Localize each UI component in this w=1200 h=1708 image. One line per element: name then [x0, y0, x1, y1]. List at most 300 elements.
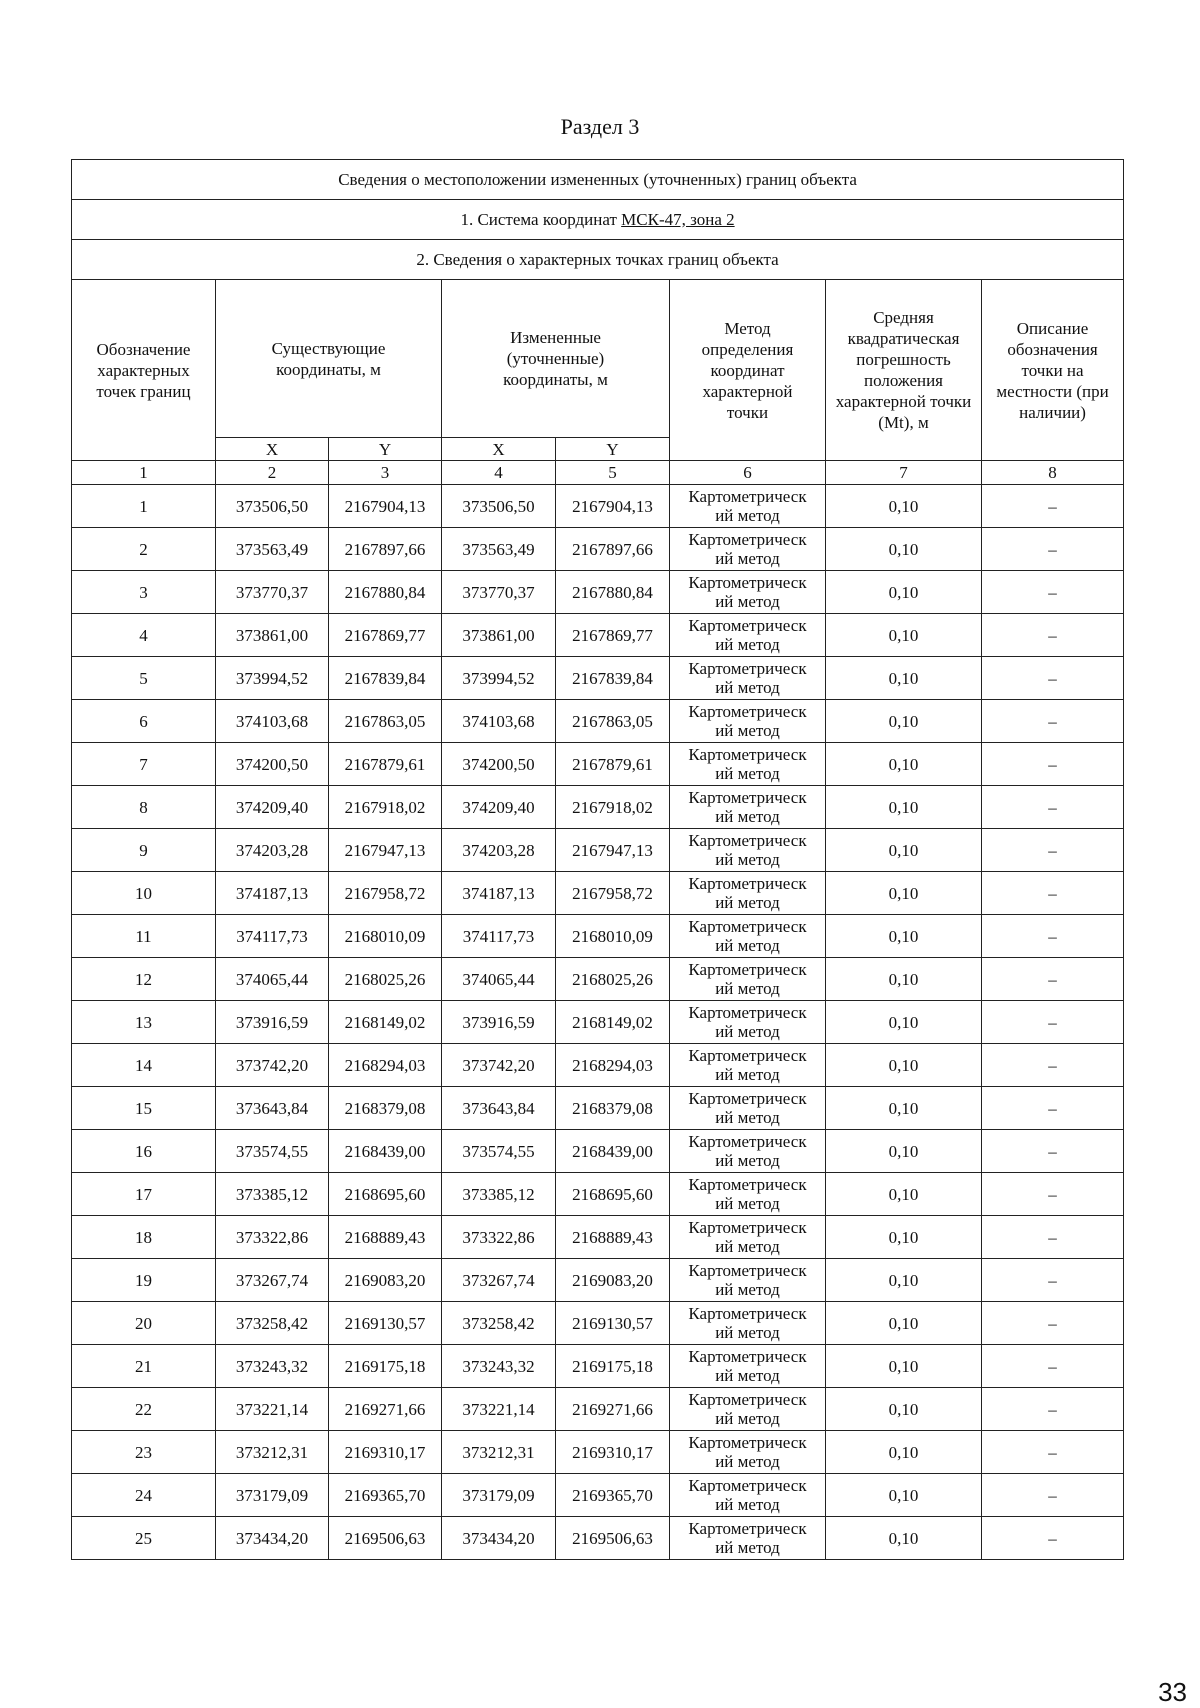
changed-x-cell: 373267,74	[442, 1259, 556, 1302]
changed-x-cell: 373434,20	[442, 1517, 556, 1560]
description-cell: –	[982, 1173, 1124, 1216]
column-number: 8	[982, 461, 1124, 485]
existing-x-cell: 373385,12	[216, 1173, 329, 1216]
changed-x-cell: 373258,42	[442, 1302, 556, 1345]
error-cell: 0,10	[826, 1345, 982, 1388]
existing-y-cell: 2168010,09	[329, 915, 442, 958]
description-cell: –	[982, 1216, 1124, 1259]
point-number-cell: 13	[72, 1001, 216, 1044]
points-info: 2. Сведения о характерных точках границ объекта	[72, 240, 1124, 280]
method-line: Картометрическ	[688, 702, 807, 721]
table-row	[72, 1087, 1124, 1130]
changed-x-cell: 373212,31	[442, 1431, 556, 1474]
existing-y-cell: 2167947,13	[329, 829, 442, 872]
method-line: ий метод	[715, 1452, 780, 1471]
method-line: ий метод	[715, 1151, 780, 1170]
error-cell: 0,10	[826, 829, 982, 872]
method-cell	[670, 829, 826, 872]
error-cell: 0,10	[826, 1517, 982, 1560]
table-row	[72, 485, 1124, 528]
description-cell: –	[982, 528, 1124, 571]
existing-x-cell: 374103,68	[216, 700, 329, 743]
changed-y-cell: 2168149,02	[556, 1001, 670, 1044]
changed-y-cell: 2169175,18	[556, 1345, 670, 1388]
table-row	[72, 1259, 1124, 1302]
method-line: ий метод	[715, 936, 780, 955]
method-cell	[670, 872, 826, 915]
method-cell	[670, 614, 826, 657]
method-line: Картометрическ	[688, 616, 807, 635]
error-cell: 0,10	[826, 1130, 982, 1173]
changed-y-cell: 2167918,02	[556, 786, 670, 829]
method-line: Картометрическ	[688, 1003, 807, 1022]
table-row	[72, 1388, 1124, 1431]
point-number-cell: 24	[72, 1474, 216, 1517]
method-line: Картометрическ	[688, 1304, 807, 1323]
method-line: ий метод	[715, 1108, 780, 1127]
error-cell: 0,10	[826, 743, 982, 786]
changed-y-cell: 2168379,08	[556, 1087, 670, 1130]
coord-system-label: 1. Система координат	[460, 210, 622, 229]
method-line: ий метод	[715, 1366, 780, 1385]
method-line: ий метод	[715, 721, 780, 740]
changed-y-cell: 2168889,43	[556, 1216, 670, 1259]
changed-x-cell: 374209,40	[442, 786, 556, 829]
existing-x-cell: 373916,59	[216, 1001, 329, 1044]
point-number-cell: 8	[72, 786, 216, 829]
changed-x-cell: 373861,00	[442, 614, 556, 657]
existing-y-cell: 2169506,63	[329, 1517, 442, 1560]
method-line: ий метод	[715, 850, 780, 869]
method-line: ий метод	[715, 764, 780, 783]
description-cell: –	[982, 485, 1124, 528]
method-line: Картометрическ	[688, 1175, 807, 1194]
column-number: 5	[556, 461, 670, 485]
error-cell: 0,10	[826, 528, 982, 571]
description-cell: –	[982, 1517, 1124, 1560]
existing-x-cell: 373267,74	[216, 1259, 329, 1302]
changed-y-cell: 2167904,13	[556, 485, 670, 528]
changed-y-cell: 2167869,77	[556, 614, 670, 657]
method-line: Картометрическ	[688, 1347, 807, 1366]
existing-y-cell: 2168889,43	[329, 1216, 442, 1259]
method-line: Картометрическ	[688, 1132, 807, 1151]
method-line: Картометрическ	[688, 745, 807, 764]
point-number-cell: 1	[72, 485, 216, 528]
table-row	[72, 1173, 1124, 1216]
header-changed: Измененные (уточненные) координаты, м	[442, 280, 670, 438]
method-cell	[670, 1388, 826, 1431]
existing-y-cell: 2168294,03	[329, 1044, 442, 1087]
description-cell: –	[982, 872, 1124, 915]
existing-x-cell: 374209,40	[216, 786, 329, 829]
changed-y-cell: 2168294,03	[556, 1044, 670, 1087]
existing-y-cell: 2169310,17	[329, 1431, 442, 1474]
method-cell	[670, 1216, 826, 1259]
method-line: Картометрическ	[688, 917, 807, 936]
existing-x-cell: 373322,86	[216, 1216, 329, 1259]
table-row	[72, 786, 1124, 829]
existing-x-cell: 373221,14	[216, 1388, 329, 1431]
method-cell	[670, 1431, 826, 1474]
changed-x-cell: 374103,68	[442, 700, 556, 743]
method-cell	[670, 915, 826, 958]
header-changed-x: X	[442, 438, 556, 461]
boundary-points-table	[71, 159, 1124, 1560]
existing-y-cell: 2169083,20	[329, 1259, 442, 1302]
method-line: ий метод	[715, 678, 780, 697]
existing-x-cell: 373742,20	[216, 1044, 329, 1087]
description-cell: –	[982, 571, 1124, 614]
description-cell: –	[982, 614, 1124, 657]
changed-y-cell: 2169506,63	[556, 1517, 670, 1560]
method-line: Картометрическ	[688, 530, 807, 549]
method-line: ий метод	[715, 1495, 780, 1514]
description-cell: –	[982, 1388, 1124, 1431]
point-number-cell: 16	[72, 1130, 216, 1173]
method-line: Картометрическ	[688, 1261, 807, 1280]
method-line: ий метод	[715, 1065, 780, 1084]
existing-y-cell: 2167863,05	[329, 700, 442, 743]
point-number-cell: 17	[72, 1173, 216, 1216]
existing-y-cell: 2168025,26	[329, 958, 442, 1001]
method-line: Картометрическ	[688, 1433, 807, 1452]
method-cell	[670, 700, 826, 743]
error-cell: 0,10	[826, 958, 982, 1001]
description-cell: –	[982, 700, 1124, 743]
point-number-cell: 5	[72, 657, 216, 700]
point-number-cell: 10	[72, 872, 216, 915]
section-title: Раздел 3	[560, 114, 640, 139]
point-number-cell: 11	[72, 915, 216, 958]
table-row	[72, 1345, 1124, 1388]
column-number: 6	[670, 461, 826, 485]
changed-x-cell: 373916,59	[442, 1001, 556, 1044]
description-cell: –	[982, 1044, 1124, 1087]
changed-y-cell: 2169083,20	[556, 1259, 670, 1302]
changed-x-cell: 373742,20	[442, 1044, 556, 1087]
point-number-cell: 7	[72, 743, 216, 786]
changed-x-cell: 373243,32	[442, 1345, 556, 1388]
error-cell: 0,10	[826, 915, 982, 958]
description-cell: –	[982, 1087, 1124, 1130]
header-description: Описание обозначения точки на местности (при наличии)	[982, 280, 1124, 461]
existing-x-cell: 373861,00	[216, 614, 329, 657]
table-row	[72, 1044, 1124, 1087]
point-number-cell: 4	[72, 614, 216, 657]
description-cell: –	[982, 1130, 1124, 1173]
point-number-cell: 18	[72, 1216, 216, 1259]
column-number: 7	[826, 461, 982, 485]
point-number-cell: 14	[72, 1044, 216, 1087]
existing-x-cell: 373643,84	[216, 1087, 329, 1130]
changed-x-cell: 374200,50	[442, 743, 556, 786]
method-line: Картометрическ	[688, 960, 807, 979]
table-caption: Сведения о местоположении измененных (уточненных) границ объекта	[72, 160, 1124, 200]
changed-y-cell: 2169271,66	[556, 1388, 670, 1431]
point-number-cell: 21	[72, 1345, 216, 1388]
description-cell: –	[982, 915, 1124, 958]
existing-x-cell: 373212,31	[216, 1431, 329, 1474]
method-line: Картометрическ	[688, 1218, 807, 1237]
changed-x-cell: 373385,12	[442, 1173, 556, 1216]
changed-y-cell: 2169365,70	[556, 1474, 670, 1517]
method-cell	[670, 1517, 826, 1560]
method-cell	[670, 1474, 826, 1517]
changed-x-cell: 373574,55	[442, 1130, 556, 1173]
description-cell: –	[982, 743, 1124, 786]
method-cell	[670, 1001, 826, 1044]
existing-y-cell: 2167869,77	[329, 614, 442, 657]
existing-y-cell: 2167897,66	[329, 528, 442, 571]
coord-system-value: МСК-47, зона 2	[621, 210, 735, 229]
method-line: Картометрическ	[688, 1476, 807, 1495]
method-line: ий метод	[715, 592, 780, 611]
changed-y-cell: 2167947,13	[556, 829, 670, 872]
method-line: ий метод	[715, 1538, 780, 1557]
description-cell: –	[982, 1345, 1124, 1388]
description-cell: –	[982, 786, 1124, 829]
header-point: Обозначение характерных точек границ	[72, 280, 216, 461]
changed-y-cell: 2168439,00	[556, 1130, 670, 1173]
table-row	[72, 1431, 1124, 1474]
existing-x-cell: 373563,49	[216, 528, 329, 571]
table-row	[72, 958, 1124, 1001]
existing-x-cell: 374187,13	[216, 872, 329, 915]
method-line: ий метод	[715, 1280, 780, 1299]
header-existing-x: X	[216, 438, 329, 461]
changed-y-cell: 2167863,05	[556, 700, 670, 743]
existing-y-cell: 2167918,02	[329, 786, 442, 829]
changed-y-cell: 2169130,57	[556, 1302, 670, 1345]
error-cell: 0,10	[826, 1087, 982, 1130]
table-row	[72, 571, 1124, 614]
existing-y-cell: 2167958,72	[329, 872, 442, 915]
existing-y-cell: 2167879,61	[329, 743, 442, 786]
table-row	[72, 1517, 1124, 1560]
existing-y-cell: 2168439,00	[329, 1130, 442, 1173]
column-number: 1	[72, 461, 216, 485]
method-line: ий метод	[715, 1409, 780, 1428]
error-cell: 0,10	[826, 1259, 982, 1302]
method-cell	[670, 485, 826, 528]
method-cell	[670, 958, 826, 1001]
existing-y-cell: 2169365,70	[329, 1474, 442, 1517]
method-cell	[670, 743, 826, 786]
existing-y-cell: 2169130,57	[329, 1302, 442, 1345]
changed-x-cell: 374117,73	[442, 915, 556, 958]
method-line: Картометрическ	[688, 573, 807, 592]
changed-y-cell: 2168025,26	[556, 958, 670, 1001]
description-cell: –	[982, 1302, 1124, 1345]
existing-y-cell: 2168695,60	[329, 1173, 442, 1216]
method-line: Картометрическ	[688, 659, 807, 678]
existing-x-cell: 373770,37	[216, 571, 329, 614]
header-method: Метод определения координат характерной точки	[670, 280, 826, 461]
existing-x-cell: 374117,73	[216, 915, 329, 958]
table-row	[72, 1130, 1124, 1173]
existing-x-cell: 373179,09	[216, 1474, 329, 1517]
method-cell	[670, 1345, 826, 1388]
point-number-cell: 12	[72, 958, 216, 1001]
changed-x-cell: 373994,52	[442, 657, 556, 700]
error-cell: 0,10	[826, 1302, 982, 1345]
description-cell: –	[982, 829, 1124, 872]
method-line: Картометрическ	[688, 874, 807, 893]
existing-y-cell: 2167904,13	[329, 485, 442, 528]
method-line: ий метод	[715, 549, 780, 568]
table-row	[72, 614, 1124, 657]
method-line: ий метод	[715, 1237, 780, 1256]
point-number-cell: 23	[72, 1431, 216, 1474]
changed-x-cell: 373563,49	[442, 528, 556, 571]
method-line: ий метод	[715, 807, 780, 826]
point-number-cell: 20	[72, 1302, 216, 1345]
changed-y-cell: 2167880,84	[556, 571, 670, 614]
table-row	[72, 743, 1124, 786]
changed-x-cell: 373506,50	[442, 485, 556, 528]
existing-y-cell: 2169271,66	[329, 1388, 442, 1431]
existing-x-cell: 374065,44	[216, 958, 329, 1001]
method-line: Картометрическ	[688, 487, 807, 506]
error-cell: 0,10	[826, 614, 982, 657]
point-number-cell: 6	[72, 700, 216, 743]
existing-y-cell: 2168149,02	[329, 1001, 442, 1044]
error-cell: 0,10	[826, 657, 982, 700]
table-row	[72, 915, 1124, 958]
header-changed-y: Y	[556, 438, 670, 461]
error-cell: 0,10	[826, 485, 982, 528]
method-line: ий метод	[715, 506, 780, 525]
existing-x-cell: 373434,20	[216, 1517, 329, 1560]
description-cell: –	[982, 1474, 1124, 1517]
existing-y-cell: 2167839,84	[329, 657, 442, 700]
method-line: ий метод	[715, 893, 780, 912]
error-cell: 0,10	[826, 1216, 982, 1259]
existing-x-cell: 373506,50	[216, 485, 329, 528]
existing-x-cell: 373258,42	[216, 1302, 329, 1345]
error-cell: 0,10	[826, 1044, 982, 1087]
coord-system	[72, 200, 1124, 240]
method-cell	[670, 1044, 826, 1087]
changed-y-cell: 2167839,84	[556, 657, 670, 700]
method-line: ий метод	[715, 1323, 780, 1342]
changed-y-cell: 2167879,61	[556, 743, 670, 786]
changed-y-cell: 2167897,66	[556, 528, 670, 571]
existing-y-cell: 2168379,08	[329, 1087, 442, 1130]
table-row	[72, 528, 1124, 571]
method-cell	[670, 1087, 826, 1130]
method-line: ий метод	[715, 1194, 780, 1213]
point-number-cell: 3	[72, 571, 216, 614]
point-number-cell: 15	[72, 1087, 216, 1130]
existing-x-cell: 373574,55	[216, 1130, 329, 1173]
description-cell: –	[982, 1431, 1124, 1474]
changed-y-cell: 2167958,72	[556, 872, 670, 915]
changed-y-cell: 2169310,17	[556, 1431, 670, 1474]
point-number-cell: 22	[72, 1388, 216, 1431]
existing-y-cell: 2167880,84	[329, 571, 442, 614]
method-cell	[670, 786, 826, 829]
table-row	[72, 872, 1124, 915]
changed-x-cell: 373322,86	[442, 1216, 556, 1259]
error-cell: 0,10	[826, 1431, 982, 1474]
method-cell	[670, 1302, 826, 1345]
changed-x-cell: 374187,13	[442, 872, 556, 915]
table-row	[72, 1001, 1124, 1044]
changed-x-cell: 373179,09	[442, 1474, 556, 1517]
header-error: Средняя квадратическая погрешность положения характерной точки (Mt), м	[826, 280, 982, 461]
error-cell: 0,10	[826, 1173, 982, 1216]
point-number-cell: 2	[72, 528, 216, 571]
method-cell	[670, 571, 826, 614]
changed-x-cell: 374065,44	[442, 958, 556, 1001]
table-row	[72, 1474, 1124, 1517]
table-row	[72, 657, 1124, 700]
header-existing-y: Y	[329, 438, 442, 461]
existing-x-cell: 374203,28	[216, 829, 329, 872]
header-existing: Существующие координаты, м	[216, 280, 442, 438]
method-line: Картометрическ	[688, 1519, 807, 1538]
point-number-cell: 9	[72, 829, 216, 872]
error-cell: 0,10	[826, 1001, 982, 1044]
changed-x-cell: 373221,14	[442, 1388, 556, 1431]
method-line: ий метод	[715, 1022, 780, 1041]
method-line: Картометрическ	[688, 1046, 807, 1065]
table-row	[72, 829, 1124, 872]
changed-y-cell: 2168010,09	[556, 915, 670, 958]
changed-x-cell: 373770,37	[442, 571, 556, 614]
changed-x-cell: 373643,84	[442, 1087, 556, 1130]
changed-x-cell: 374203,28	[442, 829, 556, 872]
method-cell	[670, 1130, 826, 1173]
error-cell: 0,10	[826, 571, 982, 614]
point-number-cell: 25	[72, 1517, 216, 1560]
method-cell	[670, 528, 826, 571]
column-number: 2	[216, 461, 329, 485]
column-number: 3	[329, 461, 442, 485]
description-cell: –	[982, 958, 1124, 1001]
method-line: Картометрическ	[688, 1390, 807, 1409]
method-line: Картометрическ	[688, 788, 807, 807]
method-cell	[670, 657, 826, 700]
error-cell: 0,10	[826, 872, 982, 915]
error-cell: 0,10	[826, 700, 982, 743]
error-cell: 0,10	[826, 1474, 982, 1517]
existing-x-cell: 373994,52	[216, 657, 329, 700]
method-line: Картометрическ	[688, 831, 807, 850]
table-row	[72, 700, 1124, 743]
description-cell: –	[982, 1001, 1124, 1044]
table-row	[72, 1216, 1124, 1259]
error-cell: 0,10	[826, 1388, 982, 1431]
page-number: 33	[1158, 1677, 1187, 1707]
description-cell: –	[982, 657, 1124, 700]
method-line: Картометрическ	[688, 1089, 807, 1108]
error-cell: 0,10	[826, 786, 982, 829]
existing-x-cell: 373243,32	[216, 1345, 329, 1388]
method-line: ий метод	[715, 635, 780, 654]
method-cell	[670, 1173, 826, 1216]
changed-y-cell: 2168695,60	[556, 1173, 670, 1216]
table-row	[72, 1302, 1124, 1345]
method-line: ий метод	[715, 979, 780, 998]
existing-y-cell: 2169175,18	[329, 1345, 442, 1388]
point-number-cell: 19	[72, 1259, 216, 1302]
column-number-row	[72, 461, 1124, 485]
column-number: 4	[442, 461, 556, 485]
method-cell	[670, 1259, 826, 1302]
